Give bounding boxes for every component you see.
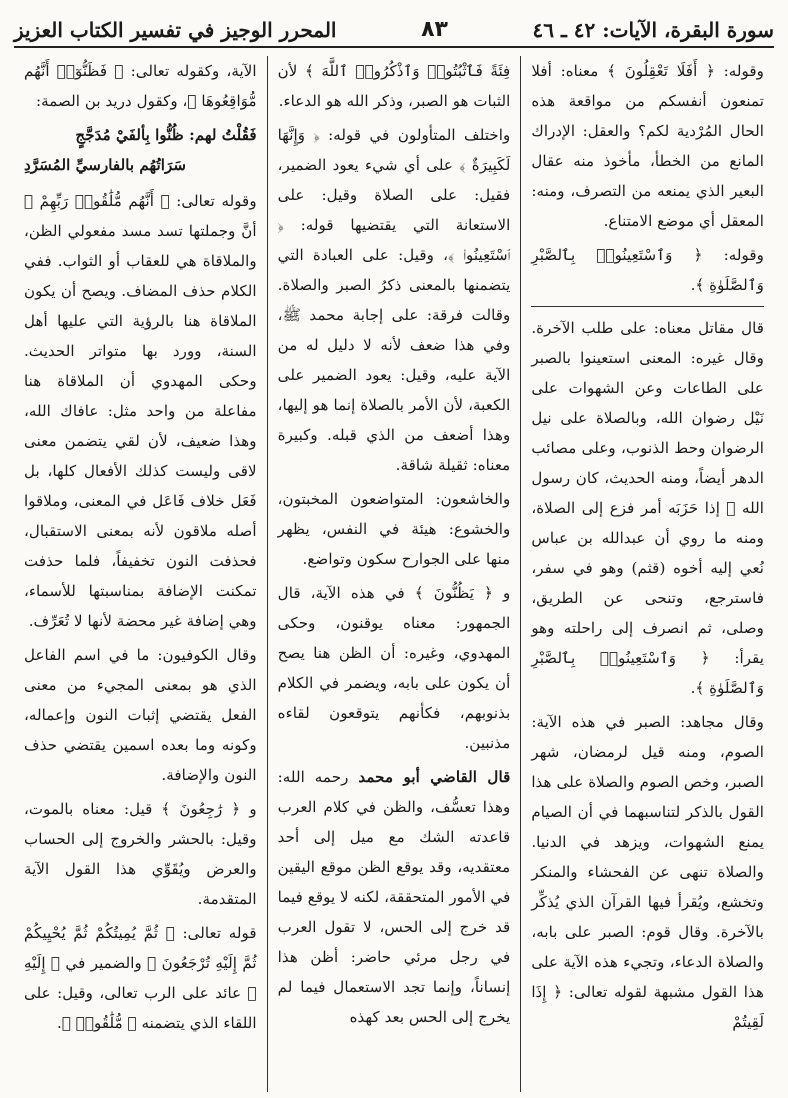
paragraph: وقال مجاهد: الصبر في هذه الآية: الصوم، ومنه قيل لرمضان، شهر الصبر، وخص الصوم والصلاة على هذا القول بالذكر لتناسبهما في أن الصيام يمنع الشهوات، ويزهد في الدنيا. والصلاة تنهى عن الفحشاء والمنكر وتخشع، ويُقرأ فيها القرآن الذي يُذكِّر بالآخرة. وقال قوم: الصبر على بابه، والصلاة الدعاء، وتجيء هذه الآية على هذا القول مشبهة لقوله تعالى: ﴿ إِذَا لَقِيتُمْ [531,713,764,1031]
paragraph: و ﴿ رَٰجِعُونَ ﴾ قيل: معناه بالموت، وقيل: بالحشر والخروج إلى الحساب والعرض ويُقَوِّي هذا القول الآية المتقدمة. [23,800,257,908]
paragraph: والخاشعون: المتواضعون المخبتون، والخشوع: هيئة في النفس، يظهر منها على الجوارح سكون وتواضع. [277,490,511,568]
paragraph-text: رحمه الله: وهذا تعسُّف، والظن في كلام العرب قاعدته الشك مع ميل إلى أحد معتقديه، وقد يوقع الظن موقع اليقين في الأمور المتحققة، لكنه لا يوقع فيما قد خرج إلى الحس، لا تقول العرب في رجل مرئي حاضر: أظن هذا إنساناً، وإنما تجد الاستعمال فيما لم يخرج إلى الحس بعد كهذه [277,768,511,1026]
page-header [14,8,774,48]
paragraph [278,762,511,1032]
text-columns [14,56,774,1092]
column-right [521,56,774,1092]
paragraph: قوله تعالى: ﴿ ثُمَّ يُمِيتُكُمْ ثُمَّ يُحْيِيكُمْ ثُمَّ إِلَيْهِ تُرْجَعُونَ ﴾ والضمير في ﴿ إِلَيْهِ ﴾ عائد على الرب تعالى، وقيل: على اللقاء الذي يتضمنه ﴿ مُّلَٰقُوا۟ ﴾. [23,924,257,1032]
divider [531,306,764,307]
paragraph: فِئَةً فَٱثْبُتُوا۟ وَٱذْكُرُوا۟ ٱللَّهَ ﴾ لأن الثبات هو الصبر، وذكر الله هو الدعاء. [277,62,511,110]
column-middle [268,56,522,1092]
paragraph: واختلف المتأولون في قوله: ﴿ وَإِنَّهَا لَكَبِيرَةٌ ﴾ على أي شيء يعود الضمير، فقيل: على الصلاة وقيل: على الاستعانة التي يقتضيها قوله: ﴿ ٱسْتَعِينُوا۟ ﴾، وقيل: على العبادة التي يتضمنها بالمعنى ذكرُ الصبر والصلاة. وقالت فرقة: على إجابة محمد ﷺ، وفي هذا ضعف لأنه لا دليل له من الآية عليه، وقيل: يعود الضمير على الكعبة، لأن الأمر بالصلاة إنما هو إليها، وهذا أضعف من الذي قبله. وكبيرة معناه: ثقيلة شاقة. [277,126,511,474]
paragraph: و ﴿ يَظُنُّونَ ﴾ في هذه الآية، قال الجمهور: معناه يوقنون، وحكى المهدوي، وغيره: أن الظن هنا يصح أن يكون على بابه، ويضمر في الكلام بذنوبهم، فكأنهم يتوقعون لقاءه مذنبين. [277,584,511,752]
verse-first-hemistich: فَقُلْتُ لهم: ظُنُّوا بِألفَيْ مُدَجَّجٍ [75,126,257,144]
page-number: ٨٣ [421,17,448,42]
verse-second-hemistich: سَرَاتُهُم بالفارسيِّ المُسَرَّدِ [23,156,187,174]
paragraph: وقال الكوفيون: ما في اسم الفاعل الذي هو بمعنى المجيء من معنى الفعل يقتضي إثبات النون وإعماله، وكونه وما بعده اسمين يقتضي حذف النون والإضافة. [23,646,257,784]
surah-header: سورة البقرة، الآيات: ٤٢ ـ ٤٦ [532,18,774,42]
book-title: المحرر الوجيز في تفسير الكتاب العزيز [14,18,337,42]
poetry-verse [24,120,257,180]
column-left [14,56,268,1092]
paragraph: وقوله: ﴿ وَٱسْتَعِينُوا۟ بِٱلصَّبْرِ وَٱلصَّلَوٰةِ ﴾. [531,246,764,294]
paragraph: قال مقاتل معناه: على طلب الآخرة. وقال غيره: المعنى استعينوا بالصبر على الطاعات وعن الشهوات على نَيْل رضوان الله، وبالصلاة على نيل الرضوان وحط الذنوب، وعلى مصائب الدهر أيضاً، ومنه الحديث، كان رسول الله ﷺ إذا حَزَبَه أمر فزع إلى الصلاة، ومنه ما روي أن عبدالله بن عباس نُعي إليه أخوه (قثم) وهو في سفر، فاسترجع، وتنحى عن الطريق، وصلى، ثم انصرف إلى راحلته وهو يقرأ: ﴿ وَٱسْتَعِينُوا۟ بِٱلصَّبْرِ وَٱلصَّلَوٰةِ ﴾. [531,319,764,697]
paragraph: وقوله: ﴿ أَفَلَا تَعْقِلُونَ ﴾ معناه: أفلا تمنعون أنفسكم من مواقعة هذه الحال المُرْدية لكم؟ والعقل: الإدراك المانع من الخطأ، مأخوذ منه عقال البعير الذي يمنعه من التصرف، ومنه: المعقل أي موضع الامتناع. [531,62,764,230]
author-citation: قال القاضي أبو محمد [358,768,511,786]
paragraph: وقوله تعالى: ﴿ أَنَّهُم مُّلَٰقُوا۟ رَبِّهِمْ ﴾ أنَّ وجملتها تسد مسد مفعولي الظن، والملاقاة هي للعقاب أو الثواب. ففي الكلام حذف المضاف. ويصح أن يكون الملاقاة هنا بالرؤية التي عليها أهل السنة، وورد بها متواتر الحديث. وحكى المهدوي أن الملاقاة هنا مفاعلة من واحد مثل: عافاك الله، وهذا ضعيف، لأن لقي يتضمن معنى لاقى وليست كذلك الأفعال كلها، بل فَعَل خلاف فَاعَل في المعنى، وملاقوا أصله ملاقون لأنه بمعنى الاستقبال، فحذفت النون تخفيفاً، فلما حذفت تمكنت الإضافة بمناسبتها للأسماء، وهي إضافة غير محضة لأنها لا تُعَرِّف. [23,192,257,630]
paragraph: الآية، وكقوله تعالى: ﴿ فَظَنُّوٓا۟ أَنَّهُم مُّوَاقِعُوهَا ﴾، وكقول دريد بن الصمة: [23,62,257,110]
